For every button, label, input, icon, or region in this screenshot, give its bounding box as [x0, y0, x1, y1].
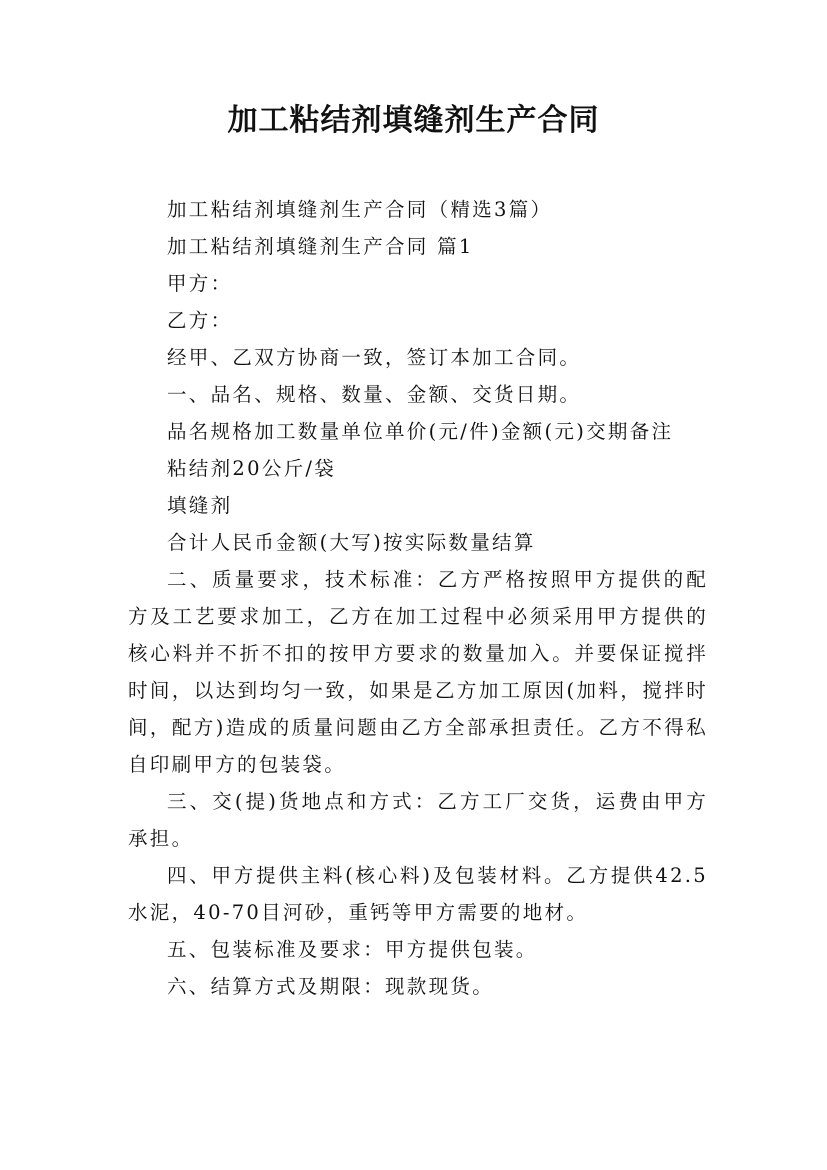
- document-title: 加工粘结剂填缝剂生产合同: [227, 103, 600, 138]
- paragraph-item-adhesive: 粘结剂20公斤/袋: [167, 457, 337, 480]
- paragraph-section-heading: 加工粘结剂填缝剂生产合同 篇1: [167, 235, 474, 258]
- paragraph-party-a: 甲方：: [167, 272, 233, 295]
- paragraph-clause-3: 三、交(提)货地点和方式：乙方工厂交货，运费由甲方承担。: [128, 790, 708, 850]
- paragraph-clause-4: 四、甲方提供主料(核心料)及包装材料。乙方提供42.5水泥，40-70目河砂，重钙等甲方需要的地材。: [128, 864, 708, 924]
- document-body: [128, 191, 708, 1005]
- paragraph-clause-2: 二、质量要求，技术标准：乙方严格按照甲方提供的配方及工艺要求加工，乙方在加工过程中必须采用甲方提供的核心料并不折不扣的按甲方要求的数量加入。并要保证搅拌时间，以达到均匀一致，如果是乙方加工原因(加料，搅拌时间，配方)造成的质量问题由乙方全部承担责任。乙方不得私自印刷甲方的包装袋。: [128, 568, 708, 776]
- paragraph-subtitle: 加工粘结剂填缝剂生产合同（精选3篇）: [167, 198, 553, 221]
- paragraph-clause-1: 一、品名、规格、数量、金额、交货日期。: [167, 383, 582, 406]
- paragraph-party-b: 乙方：: [167, 309, 233, 332]
- paragraph-clause-5: 五、包装标准及要求：甲方提供包装。: [167, 938, 538, 961]
- paragraph-total: 合计人民币金额(大写)按实际数量结算: [167, 531, 536, 554]
- paragraph-clause-6: 六、结算方式及期限：现款现货。: [167, 975, 495, 998]
- paragraph-table-header: 品名规格加工数量单位单价(元/件)金额(元)交期备注: [167, 420, 674, 443]
- paragraph-agreement: 经甲、乙双方协商一致，签订本加工合同。: [167, 346, 582, 369]
- paragraph-item-grout: 填缝剂: [167, 494, 233, 517]
